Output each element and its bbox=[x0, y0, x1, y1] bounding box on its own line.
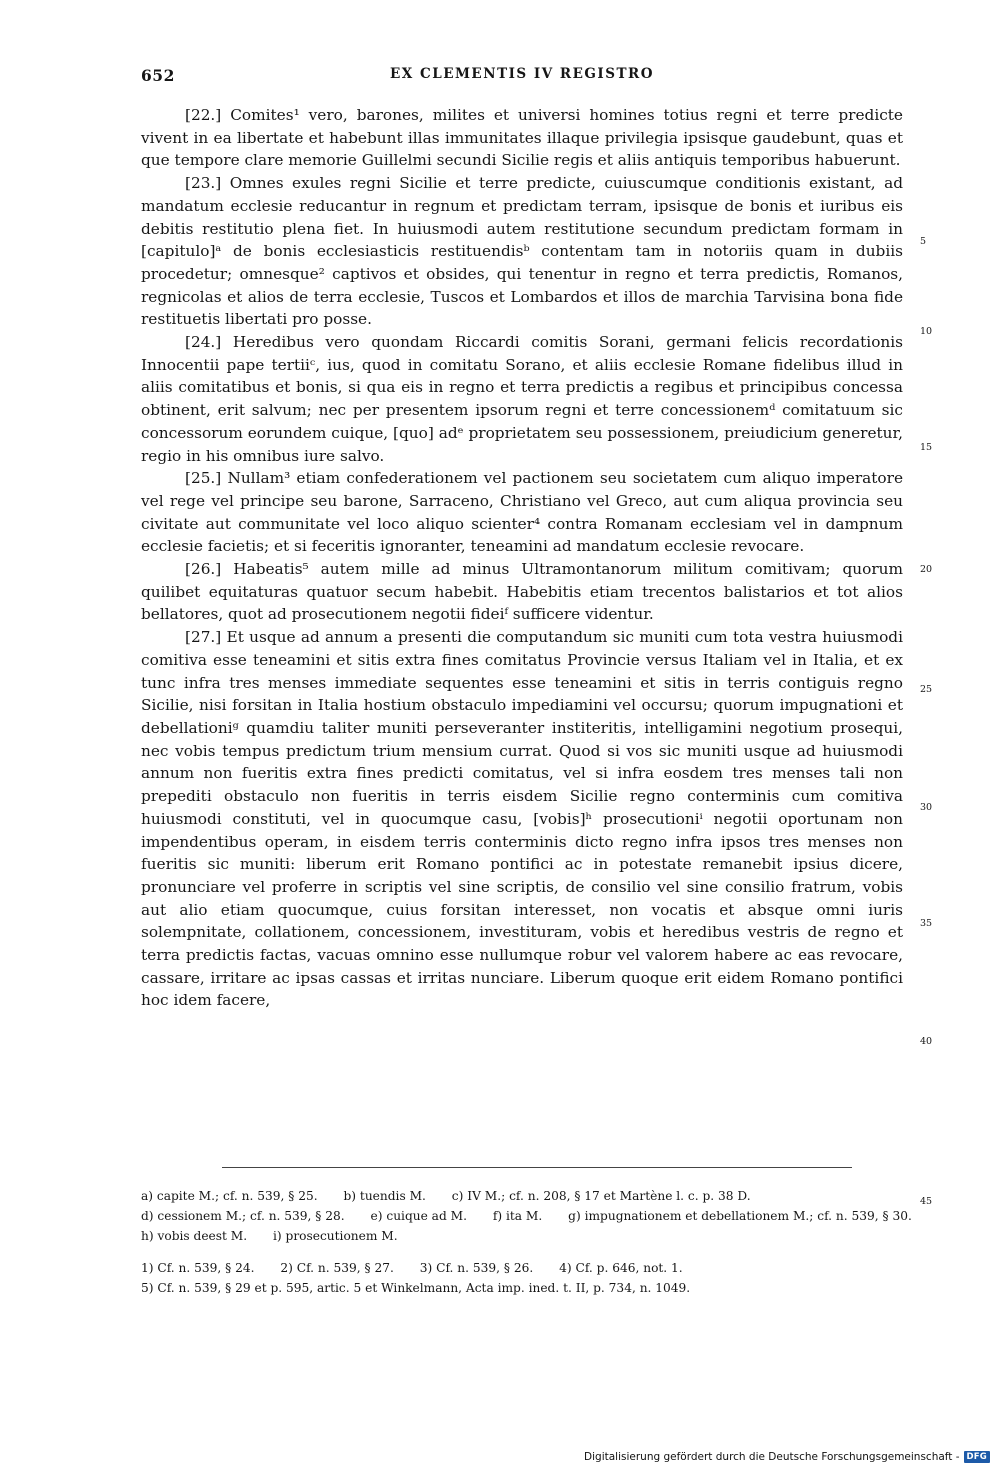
line-number: 40 bbox=[920, 1036, 933, 1047]
source-note-4: 4) Cf. p. 646, not. 1. bbox=[559, 1261, 683, 1275]
paragraph-26: [26.] Habeatis⁵ autem mille ad minus Ultramontanorum militum comitivam; quorum quilibet equitaturas quatuor secum habebit. Habebitis etiam trecentos balistarios et tot alios bellatores, quot ad prosecutionem negotii fideiᶠ sufficere videntur. bbox=[141, 560, 903, 624]
paragraph-27: [27.] Et usque ad annum a presenti die computandum sic muniti cum tota vestra huiusmodi comitiva esse teneamini et sitis extra fines comitatus Provincie versus Italiam vel in Italia, et ex tunc infra tres menses immediate sequentes esse teneamini et sitis in terris contiguis regno Sicilie, nisi forsitan in Italia hostium obstaculo impediamini vel occursu; quorum impugnationi et debellationiᵍ quamdiu taliter muniti perseveranter institeritis, intelligamini negotium prosequi, nec vobis tempus predictum trium mensium currat. Quod si vos sic muniti usque ad huiusmodi annum non fueritis extra fines predicti comitatus, vel si infra eosdem tres menses tali non prepediti obstaculo non fueritis in terris eisdem Sicilie regno conterminis cum comitiva huiusmodi constituti, vel in quocumque casu, [vobis]ʰ prosecutioniⁱ negotii oportunam non impendentibus operam, in eisdem terris conterminis dicto regno infra ipsos tres menses non fueritis sic muniti: liberum erit Romano pontifici ac in potestate remanebit ipsius dicere, pronunciare vel proferre in scriptis vel sine scriptis, de consilio vel sine consilio fratrum, vobis aut alio etiam quocumque, cuius forsitan interesset, non vocatis et absque omni iuris solempnitate, collationem, concessionem, investituram, vobis et heredibus vestris de regno et terra predictis factas, vacuas omnino esse nullumque robur vel valorem habere ac eas revocare, cassare, irritare ac ipsas cassas et irritas nunciare. Liberum quoque erit eidem Romano pontifici hoc idem facere, bbox=[141, 628, 903, 1010]
line-number: 15 bbox=[920, 442, 933, 453]
source-note-3: 3) Cf. n. 539, § 26. bbox=[419, 1261, 534, 1275]
note-line bbox=[141, 1226, 903, 1246]
paragraph-22: [22.] Comites¹ vero, barones, milites et universi homines totius regni et terre predicte vivent in ea libertate et habebunt illas immunitates illaque privilegia ipsisque gaudebunt, quas et que tempore clare memorie Guillelmi secundi Sicilie regis et aliis antiquis temporibus habuerunt. bbox=[141, 106, 903, 170]
dfg-logo-icon: DFG bbox=[964, 1451, 990, 1463]
footer-text: Digitalisierung gefördert durch die Deutsche Forschungsgemeinschaft - bbox=[584, 1451, 960, 1463]
note-f: f) ita M. bbox=[492, 1209, 543, 1223]
source-note-2: 2) Cf. n. 539, § 27. bbox=[280, 1261, 394, 1275]
note-i: i) prosecutionem M. bbox=[273, 1229, 398, 1243]
note-b: b) tuendis M. bbox=[343, 1189, 426, 1203]
digitization-footer bbox=[584, 1448, 990, 1466]
note-line bbox=[141, 1278, 903, 1298]
note-line bbox=[141, 1206, 912, 1226]
note-g: g) impugnationem et debellationem M.; cf. n. 539, § 30. bbox=[568, 1209, 912, 1223]
critical-apparatus bbox=[141, 1186, 912, 1246]
note-d: d) cessionem M.; cf. n. 539, § 28. bbox=[141, 1209, 345, 1223]
note-a: a) capite M.; cf. n. 539, § 25. bbox=[141, 1189, 318, 1203]
main-text bbox=[141, 104, 903, 1012]
page-number: 652 bbox=[141, 66, 175, 85]
line-number: 30 bbox=[920, 802, 933, 813]
source-notes bbox=[141, 1258, 903, 1298]
line-number: 45 bbox=[920, 1196, 933, 1207]
footnote-divider bbox=[222, 1167, 852, 1168]
running-head: EX CLEMENTIS IV REGISTRO bbox=[390, 66, 654, 82]
paragraph-25: [25.] Nullam³ etiam confederationem vel pactionem seu societatem cum aliquo imperatore vel rege vel principe seu barone, Sarraceno, Christiano vel Greco, aut cum aliqua provincia seu civitate aut communitate vel loco aliquo scienter⁴ contra Romanam ecclesiam vel in dampnum ecclesie facietis; et si feceritis ignoranter, teneamini ad mandatum ecclesie revocare. bbox=[141, 469, 903, 556]
line-number: 35 bbox=[920, 918, 933, 929]
note-line bbox=[141, 1186, 903, 1206]
source-note-1: 1) Cf. n. 539, § 24. bbox=[141, 1261, 255, 1275]
line-number: 20 bbox=[920, 564, 933, 575]
note-e: e) cuique ad M. bbox=[370, 1209, 467, 1223]
line-number: 10 bbox=[920, 326, 933, 337]
paragraph-23: [23.] Omnes exules regni Sicilie et terre predicte, cuiuscumque conditionis existant, ad mandatum ecclesie reducantur in regnum et predictam terram, ipsisque de bonis et iuribus eis debitis restitutio plena fiet. In huiusmodi autem restitutione secundum predictam formam in [capitulo]ᵃ de bonis ecclesiasticis restituendisᵇ contentam tam in notoriis quam in dubiis procedetur; omnesque² captivos et obsides, qui tenentur in regno et terra predictis, Romanos, regnicolas et alios de terra ecclesie, Tuscos et Lombardos et illos de marchia Tarvisina bona fide restituetis libertati pro posse. bbox=[141, 174, 903, 329]
note-line bbox=[141, 1258, 903, 1278]
page-header bbox=[141, 66, 903, 88]
note-c: c) IV M.; cf. n. 208, § 17 et Martène l. c. p. 38 D. bbox=[451, 1189, 751, 1203]
source-note-5: 5) Cf. n. 539, § 29 et p. 595, artic. 5 et Winkelmann, Acta imp. ined. t. II, p. 734, n. 1049. bbox=[141, 1281, 691, 1295]
line-number: 25 bbox=[920, 684, 933, 695]
note-h: h) vobis deest M. bbox=[141, 1229, 248, 1243]
line-number: 5 bbox=[920, 236, 927, 247]
paragraph-24: [24.] Heredibus vero quondam Riccardi comitis Sorani, germani felicis recordationis Innocentii pape tertiiᶜ, ius, quod in comitatu Sorano, et aliis ecclesie Romane fidelibus illud in aliis comitatibus et bonis, si qua eis in regno et terra predictis a regibus et principibus concessa obtinent, erit salvum; nec per presentem ipsorum regni et terre concessionemᵈ comitatuum sic concessorum eorundem cuique, [quo] adᵉ proprietatem seu possessionem, preiudicium generetur, regio in his omnibus iure salvo. bbox=[141, 333, 903, 465]
